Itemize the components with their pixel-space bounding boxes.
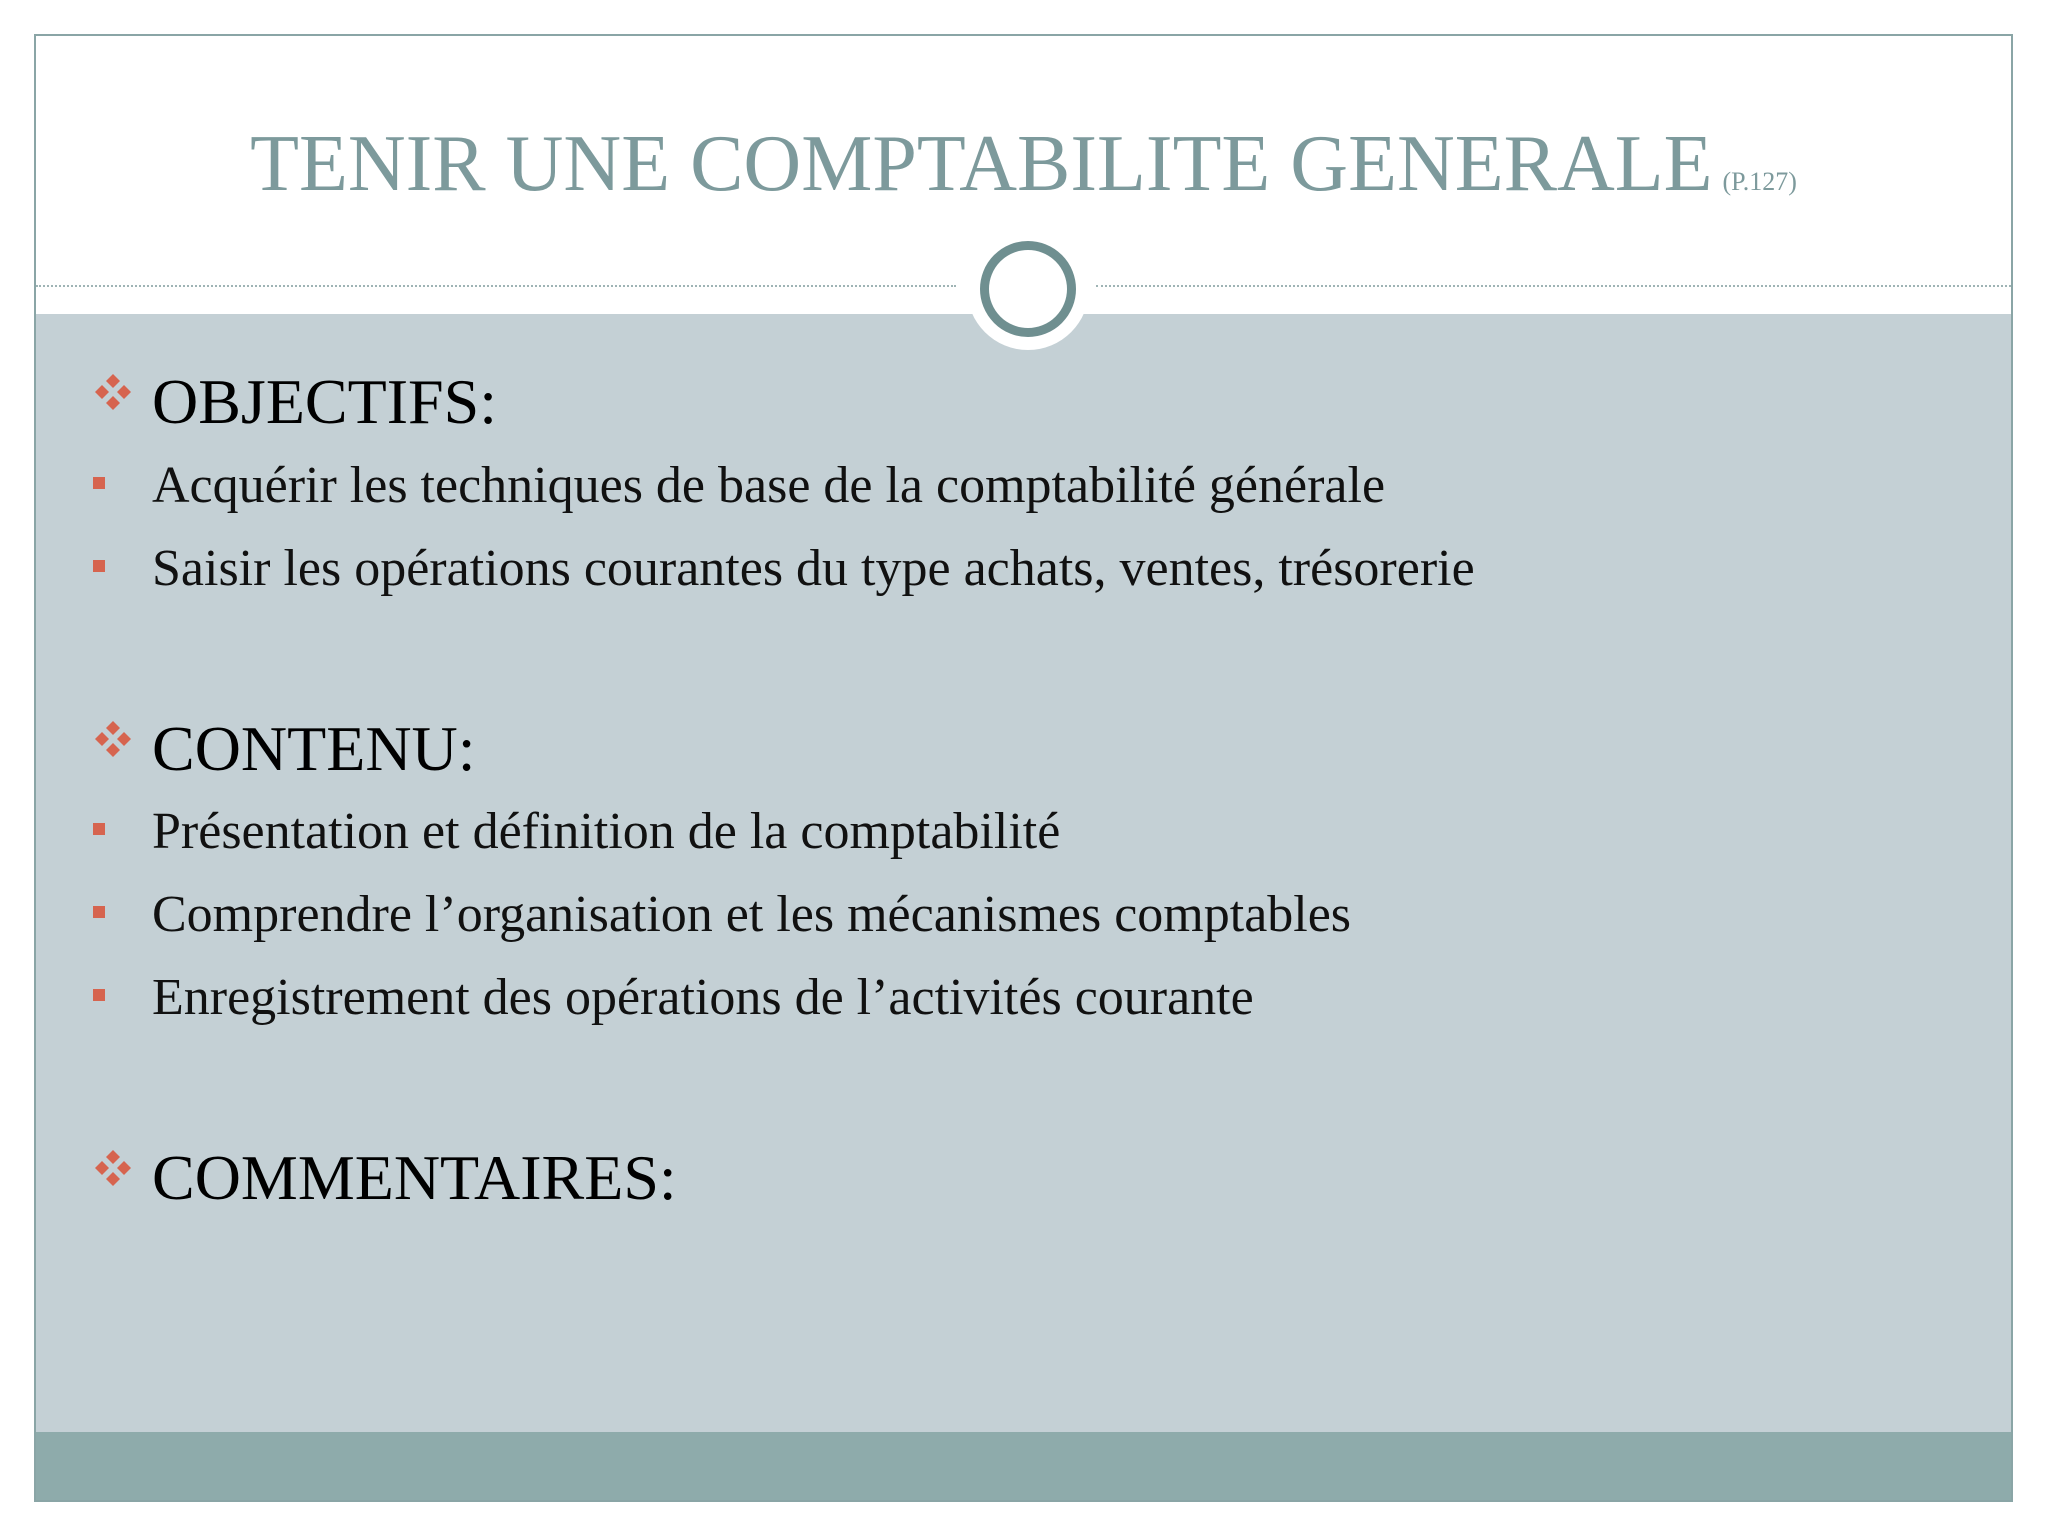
four-diamond-bullet-icon (93, 719, 133, 759)
list-item: Présentation et définition de la comptabilité (152, 803, 1061, 860)
title-divider-left (36, 285, 956, 287)
list-item: Saisir les opérations courantes du type achats, ventes, trésorerie (152, 540, 1475, 597)
square-bullet-icon (93, 906, 105, 918)
list-item: Enregistrement des opérations de l’activités courante (152, 969, 1254, 1026)
square-bullet-icon (93, 823, 105, 835)
square-bullet-icon (93, 560, 105, 572)
slide-title-text: TENIR UNE COMPTABILITE GENERALE (250, 120, 1713, 208)
ring-icon (980, 241, 1076, 337)
slide-title (36, 120, 2011, 208)
slide (34, 34, 2013, 1502)
square-bullet-icon (93, 477, 105, 489)
section-heading-objectifs: OBJECTIFS: (152, 366, 497, 437)
four-diamond-bullet-icon (93, 1148, 133, 1188)
title-divider-right (1096, 285, 2013, 287)
list-item: Comprendre l’organisation et les mécanismes comptables (152, 886, 1352, 943)
list-item: Acquérir les techniques de base de la comptabilité générale (152, 457, 1386, 514)
section-heading-contenu: CONTENU: (152, 713, 476, 784)
square-bullet-icon (93, 989, 105, 1001)
footer-band (36, 1432, 2011, 1502)
section-heading-commentaires: COMMENTAIRES: (152, 1142, 677, 1213)
four-diamond-bullet-icon (93, 372, 133, 412)
slide-title-page-ref: (P.127) (1722, 167, 1797, 196)
